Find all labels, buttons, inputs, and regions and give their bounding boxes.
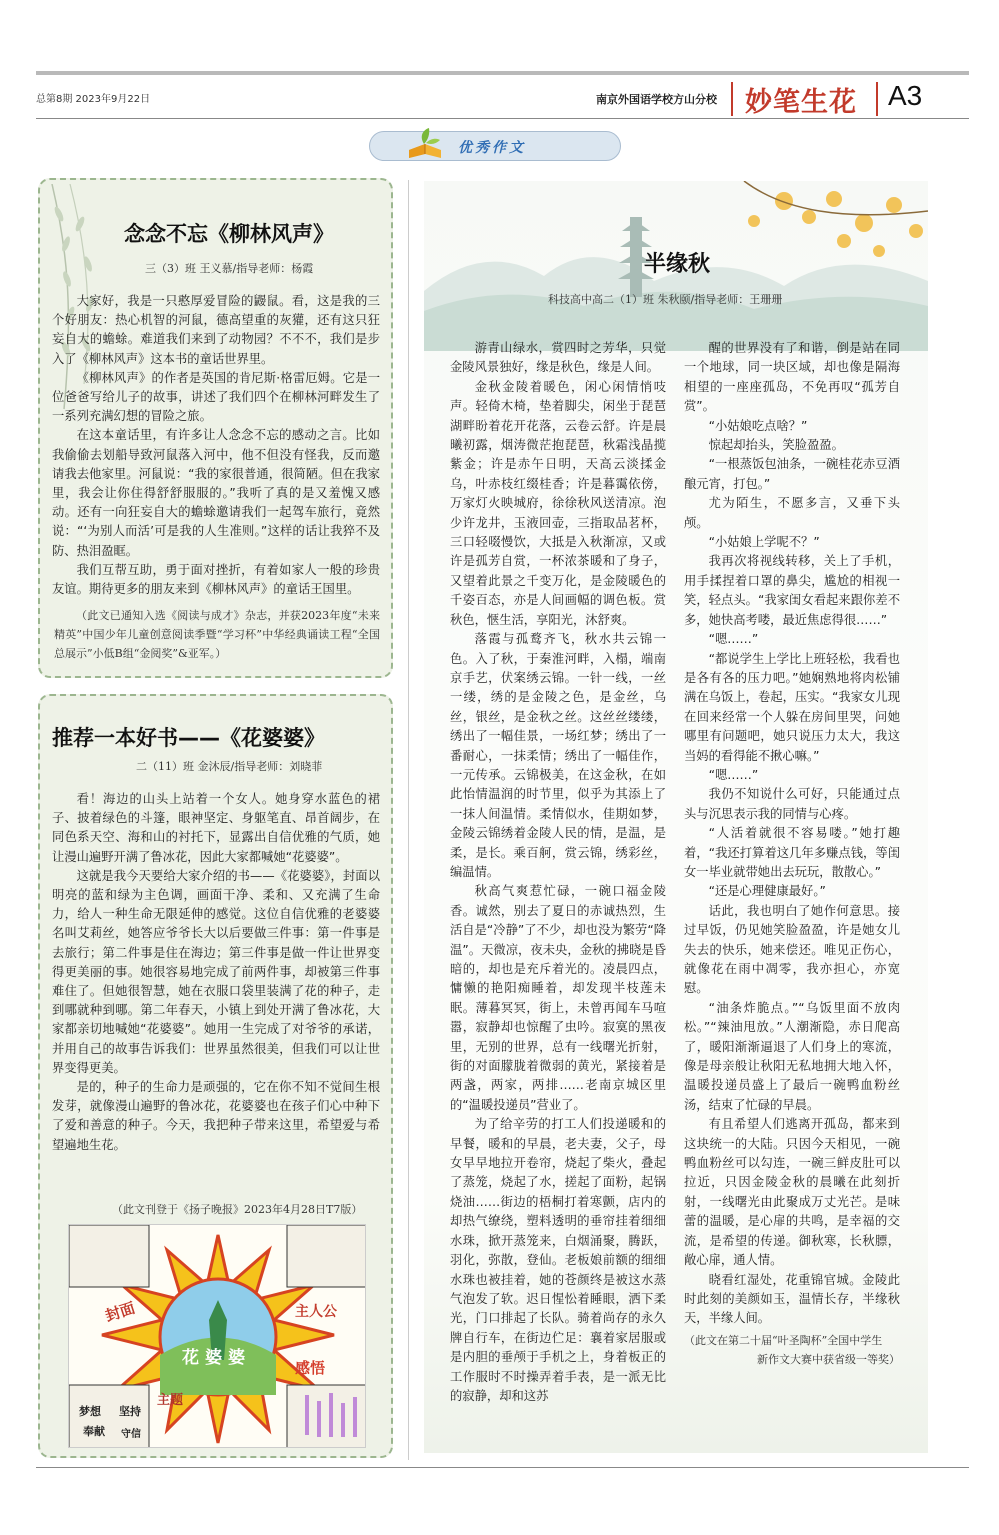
poster-label: 主人公	[295, 1304, 337, 1320]
school-name: 南京外国语学校方山分校	[596, 93, 717, 106]
article-paragraph: 有且希望人们逃离开孤岛，都来到这块统一的大陆。只因今天相见，一碗鸭血粉丝可以勾连，一碗三鲜皮肚可以拉近，只因金陵金秋的晨曦在此刻折射，一线曙光由此聚成万丈光芒。是味蕾的温暖，是心扉的共鸣，是幸福的交流，是希望的传递。御秋寒，长秋膘，敞心扉，通人情。	[684, 1117, 900, 1268]
article-column	[684, 339, 900, 1369]
article-paragraph: “都说学生上学比上班轻松，我看也是各有各的压力吧。”她娴熟地将肉松铺满在乌饭上，卷起，压实。“我家女儿现在回来经常一个人躲在房间里哭，问她哪里有问题吧，她只说压力太大，我这当妈的看得能不揪心嘛。”	[684, 651, 900, 763]
article-panel	[424, 181, 928, 1453]
article-paragraph: “嗯……”	[708, 632, 759, 647]
article-paragraph: “嗯……”	[708, 767, 759, 782]
issue-date: 总第8期 2023年9月22日	[36, 94, 151, 105]
poster-center-title: 花婆婆	[182, 1348, 251, 1368]
header-divider	[876, 82, 878, 116]
header-bottom-rule	[36, 118, 969, 119]
article-title: 半缘秋	[644, 252, 711, 277]
article-body	[52, 292, 380, 599]
article-paragraph: 这就是我今天要给大家介绍的书——《花婆婆》，封面以明亮的蓝和绿为主色调，画面干净、柔和、又充满了生命力，给人一种生命无限延伸的感觉。这位自信优雅的老婆婆名叫艾莉丝，她答应爷爷长大以后要做三件事：第一件事是去旅行；第二件事是住在海边；第三件事是做一件让世界变得更美丽的事。她很容易地完成了前两件事，却被第三件事难住了。但她很智慧，她在衣服口袋里装满了花的种子，走到哪就种到哪。第二年春天，小镇上到处开满了鲁冰花，大家都亲切地喊她“花婆婆”。她用一生完成了对爷爷的承诺，并用自己的故事告诉我们：世界虽然很美，但我们可以让世界变得更美。	[52, 868, 380, 1075]
article-byline: 二（11）班 金沐辰/指导老师：刘晓菲	[136, 760, 323, 773]
article-paragraph: 大家好，我是一只憨厚爱冒险的鼹鼠。看，这是我的三个好朋友：热心机智的河鼠，德高望重的灰獾，还有这只狂妄自大的蟾蜍。难道我们来到了动物园？不不不，我们是步入了《柳林风声》这本书的童话世界里。	[52, 294, 380, 366]
article-title: 念念不忘《柳林风声》	[124, 222, 334, 246]
article-paragraph: 在这本童话里，有许多让人念念不忘的感动之言。比如我偷偷去划船导致河鼠落入河中，他不但没有怪我，反而邀请我去他家里。河鼠说：“我的家很普通，很简陋。但在我家里，我会让你住得舒舒服服的。”我听了真的是又羞愧又感动。还有一向狂妄自大的蟾蜍邀请我们一起驾车旅行，竟然说：“‘为别人而活’可是我的人生准则。”这样的话让我猝不及防、热泪盈眶。	[52, 428, 380, 558]
header-top-rule	[36, 71, 969, 75]
poster-word: 梦想	[79, 1405, 101, 1418]
header-divider	[731, 82, 733, 116]
publication-note: 新作文大赛中获省级一等奖）	[757, 1352, 900, 1366]
article-byline: 科技高中高二（1）班 朱秋颐/指导老师：王珊珊	[548, 293, 783, 306]
poster-word: 奉献	[83, 1425, 105, 1438]
article-paragraph: 金秋金陵着暖色，闲心闲情悄吱声。轻倚木椅，垫着脚尖，闲坐于琵琶湖畔盼着花开花落，云卷云舒。许是晨曦初露，烟涛微茫抱琵琶，秋霜浅晶揽紫金；许是赤午日明，天高云淡揉金乌，叶赤枝红缀桂香；许是暮霭依傍，万家灯火映城府，徐徐秋风送清凉。泡少许龙井，玉液回壶，三指取品茗杯，三口轻啜慢饮，大抵是入秋渐凉，又或许是孤芳自赏，一杯浓茶暖和了身子，又望着此景之千变万化，是金陵暖色的千姿百态，亦是人间画幅的调色板。赏秋色，惬生活，享阳光，沐舒爽。	[450, 379, 666, 627]
book-leaf-icon	[405, 124, 445, 162]
article-title: 推荐一本好书——《花婆婆》	[52, 726, 325, 750]
article-box	[38, 178, 393, 678]
article-paragraph: “一根蒸饭包油条，一碗桂花赤豆酒酿元宵，打包。”	[684, 457, 900, 491]
article-paragraph: 我再次将视线转移，关上了手机，用手揉捏着口罩的鼻尖，尴尬的相视一笑，轻点头。“我家闺女看起来跟你差不多，她快高考喽，最近焦虑得很……”	[684, 554, 900, 627]
book-poster-illustration	[68, 1224, 366, 1448]
footer-rule	[36, 1467, 969, 1468]
article-paragraph: 话此，我也明白了她作何意思。接过早饭，仍见她笑脸盈盈，许是她女儿失去的快乐，她来偿还。唯见正伤心，就像花在雨中凋零，我亦担心，亦宽慰。	[684, 903, 900, 996]
article-paragraph: “还是心理健康最好。”	[708, 884, 826, 899]
article-paragraph: 落霞与孤鹜齐飞，秋水共云锦一色。入了秋，于秦淮河畔，入榻，端南京手艺，伏案绣云锦。一针一线，一丝一缕，绣的是金陵之色，是金丝，乌丝，银丝，是金秋之丝。这丝丝缕缕，绣出了一幅佳景，一场红梦；绣出了一番耐心，一抹柔情；绣出了一幅佳作，一元传承。云锦极美，在这金秋，在如此怡情温润的时节里，似乎为其添上了一抹人间温情。柔情似水，佳期如梦，金陵云锦绣着金陵人民的情，是温，是柔，是长。乘百舸，赏云锦，绣彩丝，编温情。	[450, 632, 666, 879]
article-paragraph: “油条炸脆点。”“乌饭里面不放肉松。”“辣油甩放。”人潮渐隐，赤日爬高了，暖阳渐渐逼退了人们身上的寒流，像是母亲般让秋阳无私地拥大地入怀，温暖投递员盛上了最后一碗鸭血粉丝汤，结束了忙碌的早晨。	[684, 1000, 900, 1112]
article-paragraph: 游青山绿水，赏四时之芳华，只觉金陵风景独好，缘是秋色，缘是人间。	[450, 341, 666, 375]
article-paragraph: 为了给辛劳的打工人们投递暖和的早餐，暖和的早晨，老夫妻，父子，母女早早地拉开卷帘，烧起了柴火，叠起了蒸笼，烧起了水，搓起了面粉，起锅烧油……街边的梧桐打着寒颤，店内的却热气缭绕，塑料透明的垂帘挂着细细水珠，掀开蒸笼来，白烟涌聚，腾跃，羽化，弥散，登仙。老板娘前额的细细水珠也被挂着，她的苍颜终是被这水蒸气泡发了软。迟日惺忪着睡眼，洒下柔光，门口排起了长队。骑着尚存的永久牌自行车，在街边伫足：襄着家居服或是内胆的垂颅于手机之上，身着板正的工作服时不时操弄着手表，是一派无比的寂静，却和这苏	[450, 1117, 666, 1403]
article-column	[450, 339, 666, 1406]
article-paragraph: 看！海边的山头上站着一个女人。她身穿水蓝色的裙子、披着绿色的斗篷，眼神坚定、身躯笔直、昂首阔步，在同色系天空、海和山的衬托下，显露出自信优雅的气质，她让漫山遍野开满了鲁冰花，因此大家都喊她“花婆婆”。	[52, 792, 380, 864]
article-paragraph: 秋高气爽惹忙碌，一碗口福金陵香。诚然，别去了夏日的赤诚热烈，生活自是“冷静”了不少，却也没为繁劳“降温”。天微凉，夜未央，金秋的拂晓是昏暗的，却也是充斥着光的。凌晨四点，慵懒的艳阳痴睡着，却发现半枝莲未眠。薄暮冥冥，街上，未曾再闻车马喧嚣，寂静却也惊醒了虫吟。寂寞的黑夜里，无别的世界，总有一线曙光折射，街的对面朦胧着微弱的黄光，紧接着是两盏，两家，两排……老南京城区里的“温暖投递员”营业了。	[450, 884, 666, 1112]
article-paragraph: 晓看红湿处，花重锦官城。金陵此时此刻的美颜如玉，温情长存，半缘秋天，半缘人间。	[684, 1272, 900, 1326]
section-title: 优秀作文	[458, 140, 526, 156]
article-paragraph: 《柳林风声》的作者是英国的肯尼斯·格雷厄姆。它是一位爸爸写给儿子的故事，讲述了我们四个在柳林河畔发生了一系列充满幻想的冒险之旅。	[52, 370, 380, 424]
column-divider	[408, 180, 409, 1460]
article-box	[38, 694, 393, 1458]
article-paragraph: 尤为陌生，不愿多言，又垂下头颅。	[684, 496, 900, 530]
page-brand: 妙笔生花	[745, 87, 857, 118]
poster-word: 坚持	[119, 1405, 141, 1418]
article-byline: 三（3）班 王义慕/指导老师：杨霞	[145, 262, 314, 275]
sun-burst-icon	[69, 1225, 366, 1448]
page-number: A3	[888, 80, 923, 111]
publication-note: （此文刊登于《扬子晚报》2023年4月28日T7版）	[112, 1203, 363, 1216]
poster-word: 守信	[121, 1429, 141, 1440]
article-paragraph: “小姑娘上学呢不？”	[708, 535, 820, 550]
article-paragraph: 我们互帮互助，勇于面对挫折，有着如家人一般的珍贵友谊。期待更多的朋友来到《柳林风声》的童话王国里。	[52, 562, 380, 597]
article-body	[52, 790, 380, 1155]
poster-label: 主题	[157, 1393, 184, 1408]
article-paragraph: 醒的世界没有了和谐，倒是站在同一个地球，同一块区域，却也像是隔海相望的一座座孤岛，不免再叹“孤芳自赏”。	[684, 341, 900, 414]
article-paragraph: 是的，种子的生命力是顽强的，它在你不知不觉间生根发芽，就像漫山遍野的鲁冰花，花婆婆也在孩子们心中种下了爱和善意的种子。今天，我把种子带来这里，希望爱与希望遍地生花。	[52, 1080, 380, 1152]
article-paragraph: 惊起却抬头，笑脸盈盈。	[708, 438, 844, 453]
article-paragraph: “小姑娘吃点啥？”	[708, 418, 808, 433]
poster-label: 感悟	[295, 1359, 326, 1377]
article-paragraph: 我仍不知说什么可好，只能通过点头与沉思表示我的同情与心疼。	[684, 787, 900, 821]
publication-note: （此文已通知入选《阅读与成才》杂志，并获2023年度“未来精英”中国少年儿童创意阅读季暨“学习杯”中华经典诵读工程“全国总展示”小低B组“金阅奖”&亚军。）	[54, 609, 380, 660]
article-paragraph: “人活着就很不容易喽。”她打趣着，“我还打算着这几年多赚点钱，等闺女一毕业就带她出去玩玩，散散心。”	[684, 826, 900, 879]
poster-label: 封面	[103, 1298, 138, 1326]
publication-note: （此文在第二十届“叶圣陶杯”全国中学生	[684, 1333, 883, 1347]
